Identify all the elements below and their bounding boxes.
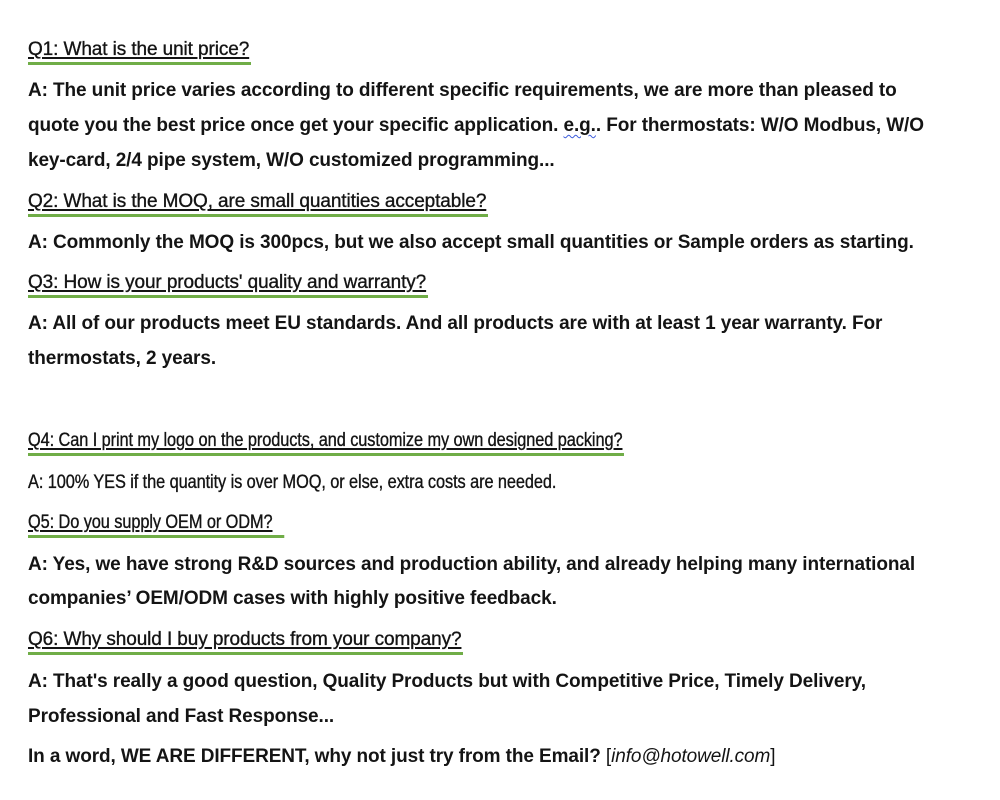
- closing-text: In a word, WE ARE DIFFERENT, why not just try from the Email?: [28, 746, 606, 767]
- faq-question-6: [28, 628, 463, 652]
- faq-answer-1-line-2: [28, 114, 924, 138]
- question-text: Q5: Do you supply OEM or ODM?: [28, 512, 273, 533]
- faq-answer-2-line-1: A: Commonly the MOQ is 300pcs, but we also accept small quantities or Sample orders as starting.: [28, 232, 914, 253]
- faq-question-2: [28, 190, 488, 214]
- faq-question-4: [28, 429, 721, 453]
- answer-text: . For thermostats: W/O Modbus, W/O: [595, 115, 924, 136]
- green-underline: [28, 652, 463, 655]
- question-text: Q3: How is your products' quality and warranty?: [28, 272, 427, 293]
- faq-answer-6-line-1: A: That's really a good question, Quality Products but with Competitive Price, Timely Delivery,: [28, 671, 866, 692]
- faq-answer-5-line-1: A: Yes, we have strong R&D sources and production ability, and already helping many international: [28, 554, 916, 575]
- question-text: Q1: What is the unit price?: [28, 39, 250, 60]
- answer-text: quote you the best price once get your specific application.: [28, 115, 564, 136]
- green-underline: [28, 62, 251, 65]
- green-underline: [28, 535, 285, 538]
- faq-question-3: [28, 271, 428, 295]
- bracket-open: [: [605, 746, 612, 767]
- faq-question-1: [28, 38, 251, 62]
- green-underline: [28, 295, 428, 298]
- faq-answer-3-line-2: thermostats, 2 years.: [28, 348, 216, 369]
- answer-text: A: 100% YES if the quantity is over MOQ, or else, extra costs are needed.: [28, 472, 557, 493]
- faq-answer-3-line-1: A: All of our products meet EU standards. And all products are with at least 1 year warranty. For: [28, 313, 883, 334]
- green-underline: [28, 453, 624, 456]
- faq-question-5: [28, 511, 326, 535]
- faq-answer-4-line-1: [28, 471, 642, 495]
- question-text: Q4: Can I print my logo on the products, and customize my own designed packing?: [28, 430, 623, 451]
- faq-answer-6-line-2: Professional and Fast Response...: [28, 706, 335, 727]
- closing-line: [28, 745, 775, 769]
- question-text: Q2: What is the MOQ, are small quantities acceptable?: [28, 191, 487, 212]
- faq-answer-1-line-1: A: The unit price varies according to different specific requirements, we are more than pleased to: [28, 80, 897, 101]
- faq-answer-1-line-3: key-card, 2/4 pipe system, W/O customized programming...: [28, 150, 555, 171]
- question-text: Q6: Why should I buy products from your company?: [28, 629, 462, 650]
- bracket-close: ]: [770, 746, 776, 767]
- faq-answer-5-line-2: companies’ OEM/ODM cases with highly positive feedback.: [28, 588, 557, 609]
- email-link[interactable]: info@hotowell.com: [611, 746, 771, 767]
- spellcheck-flagged-word: e.g.: [563, 115, 596, 136]
- green-underline: [28, 214, 488, 217]
